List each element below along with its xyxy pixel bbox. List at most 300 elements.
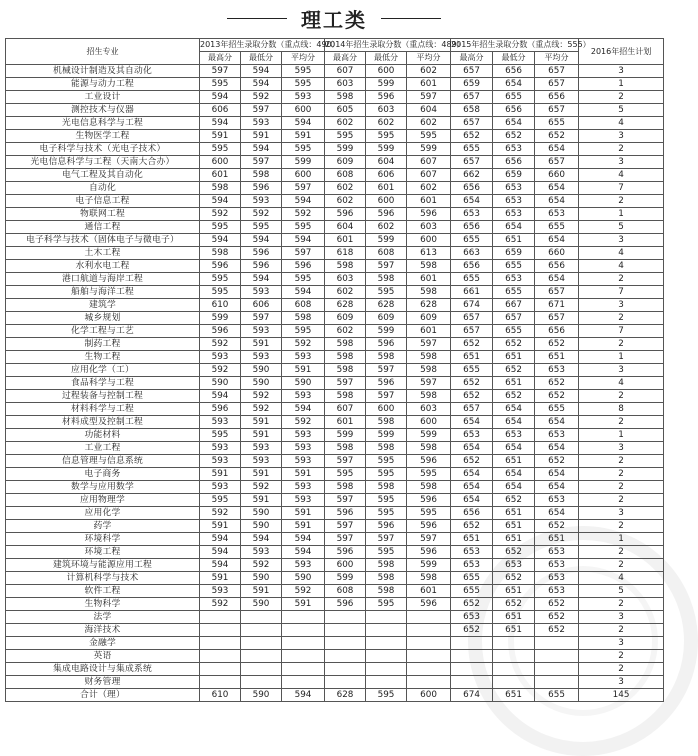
score-cell: 607	[407, 156, 451, 169]
score-cell: 653	[535, 585, 579, 598]
score-cell: 598	[407, 442, 451, 455]
plan-cell: 2	[579, 598, 664, 611]
score-cell: 597	[407, 377, 451, 390]
score-cell: 654	[451, 481, 493, 494]
major-name-cell: 电气工程及其自动化	[6, 169, 200, 182]
score-cell	[407, 624, 451, 637]
score-cell: 651	[493, 689, 535, 702]
score-cell: 663	[451, 247, 493, 260]
score-cell: 595	[282, 325, 325, 338]
score-cell: 597	[241, 156, 282, 169]
score-cell: 590	[241, 598, 282, 611]
score-cell: 597	[282, 247, 325, 260]
score-cell: 601	[407, 585, 451, 598]
table-row	[6, 533, 664, 546]
score-cell: 591	[241, 468, 282, 481]
score-cell: 597	[325, 520, 366, 533]
score-cell: 595	[366, 468, 407, 481]
score-cell: 653	[451, 208, 493, 221]
score-cell	[493, 637, 535, 650]
score-cell: 597	[241, 104, 282, 117]
major-name-cell: 电子商务	[6, 468, 200, 481]
score-cell: 657	[451, 403, 493, 416]
score-cell: 596	[407, 208, 451, 221]
score-cell: 653	[493, 559, 535, 572]
score-cell	[366, 637, 407, 650]
score-cell: 656	[451, 507, 493, 520]
score-cell: 656	[535, 260, 579, 273]
major-name-cell: 材料科学与工程	[6, 403, 200, 416]
score-cell: 597	[200, 65, 241, 78]
major-name-cell: 生物医学工程	[6, 130, 200, 143]
score-cell: 598	[325, 390, 366, 403]
score-cell: 654	[535, 468, 579, 481]
score-cell: 591	[241, 130, 282, 143]
score-cell: 657	[535, 65, 579, 78]
score-cell: 596	[241, 260, 282, 273]
score-cell: 596	[407, 455, 451, 468]
score-cell: 654	[535, 234, 579, 247]
score-cell: 605	[325, 104, 366, 117]
score-cell: 592	[241, 559, 282, 572]
plan-cell: 1	[579, 533, 664, 546]
score-cell: 596	[407, 494, 451, 507]
score-cell: 595	[366, 455, 407, 468]
major-name-cell: 英语	[6, 650, 200, 663]
plan-cell: 2	[579, 494, 664, 507]
table-row	[6, 364, 664, 377]
score-cell: 606	[241, 299, 282, 312]
score-cell	[325, 624, 366, 637]
score-cell: 595	[282, 65, 325, 78]
score-cell: 592	[241, 208, 282, 221]
score-cell: 651	[493, 611, 535, 624]
score-cell: 597	[407, 533, 451, 546]
plan-cell: 2	[579, 195, 664, 208]
table-row	[6, 182, 664, 195]
score-cell: 590	[241, 377, 282, 390]
score-cell: 651	[493, 507, 535, 520]
score-cell: 594	[200, 546, 241, 559]
score-cell: 593	[241, 325, 282, 338]
year-2014-header: 2014年招生录取分数（重点线：489）	[325, 39, 451, 52]
score-cell: 651	[451, 351, 493, 364]
score-cell: 651	[493, 624, 535, 637]
score-cell: 597	[241, 312, 282, 325]
score-cell: 604	[407, 104, 451, 117]
plan-cell: 2	[579, 416, 664, 429]
score-cell: 594	[282, 546, 325, 559]
score-cell	[451, 650, 493, 663]
score-cell: 594	[200, 533, 241, 546]
score-cell: 591	[282, 468, 325, 481]
score-cell: 654	[493, 442, 535, 455]
score-cell: 593	[282, 91, 325, 104]
score-cell	[535, 650, 579, 663]
score-cell: 591	[282, 130, 325, 143]
score-cell: 618	[325, 247, 366, 260]
score-cell: 652	[535, 338, 579, 351]
score-cell: 652	[493, 598, 535, 611]
score-cell: 594	[200, 117, 241, 130]
score-cell: 598	[407, 364, 451, 377]
score-cell: 657	[535, 78, 579, 91]
score-cell: 599	[407, 429, 451, 442]
score-cell: 598	[325, 442, 366, 455]
score-cell: 594	[282, 234, 325, 247]
score-cell: 655	[451, 143, 493, 156]
table-row	[6, 104, 664, 117]
table-row	[6, 546, 664, 559]
score-cell: 657	[535, 156, 579, 169]
score-cell: 652	[451, 338, 493, 351]
score-cell: 653	[451, 611, 493, 624]
score-cell: 654	[493, 468, 535, 481]
title-right-rule	[381, 18, 441, 19]
score-cell: 590	[282, 572, 325, 585]
score-cell: 591	[282, 598, 325, 611]
score-cell: 655	[535, 117, 579, 130]
plan-cell: 7	[579, 182, 664, 195]
table-row	[6, 494, 664, 507]
score-cell: 657	[535, 104, 579, 117]
score-cell: 600	[407, 234, 451, 247]
score-cell	[241, 650, 282, 663]
table-row	[6, 156, 664, 169]
score-cell: 608	[325, 585, 366, 598]
sub-header-min: 最低分	[366, 52, 407, 65]
major-name-cell: 功能材料	[6, 429, 200, 442]
score-cell: 591	[241, 338, 282, 351]
score-cell: 674	[451, 689, 493, 702]
plan-cell: 3	[579, 65, 664, 78]
major-name-cell: 软件工程	[6, 585, 200, 598]
score-cell: 601	[407, 325, 451, 338]
score-cell: 596	[325, 546, 366, 559]
table-row	[6, 390, 664, 403]
score-cell: 658	[451, 104, 493, 117]
score-cell: 655	[535, 403, 579, 416]
score-cell: 598	[241, 169, 282, 182]
score-cell: 601	[200, 169, 241, 182]
plan-cell: 3	[579, 364, 664, 377]
score-cell	[493, 676, 535, 689]
score-cell: 656	[451, 260, 493, 273]
score-cell: 599	[282, 156, 325, 169]
score-cell: 595	[325, 468, 366, 481]
score-cell: 653	[535, 208, 579, 221]
score-cell: 607	[407, 169, 451, 182]
score-cell: 598	[407, 572, 451, 585]
score-cell: 602	[366, 221, 407, 234]
score-cell: 652	[535, 520, 579, 533]
score-cell: 653	[535, 429, 579, 442]
score-cell	[282, 676, 325, 689]
score-cell: 595	[407, 130, 451, 143]
plan-cell: 2	[579, 312, 664, 325]
score-cell: 657	[451, 325, 493, 338]
table-row	[6, 598, 664, 611]
score-cell: 596	[200, 403, 241, 416]
score-cell: 600	[282, 104, 325, 117]
score-cell: 603	[407, 221, 451, 234]
score-cell: 655	[535, 221, 579, 234]
score-cell: 602	[325, 195, 366, 208]
score-cell: 594	[282, 403, 325, 416]
score-cell: 593	[241, 286, 282, 299]
score-cell: 598	[407, 481, 451, 494]
plan-cell: 3	[579, 676, 664, 689]
score-cell: 596	[366, 208, 407, 221]
score-cell: 597	[407, 338, 451, 351]
score-cell: 628	[325, 299, 366, 312]
table-row	[6, 351, 664, 364]
score-cell	[325, 663, 366, 676]
major-name-cell: 环境科学	[6, 533, 200, 546]
score-cell: 591	[200, 572, 241, 585]
score-cell: 593	[241, 546, 282, 559]
score-cell: 599	[407, 559, 451, 572]
score-cell: 596	[241, 182, 282, 195]
score-cell: 609	[366, 312, 407, 325]
score-cell: 654	[451, 494, 493, 507]
major-name-cell: 工业工程	[6, 442, 200, 455]
score-cell: 651	[493, 533, 535, 546]
plan-cell: 4	[579, 247, 664, 260]
score-cell: 597	[325, 533, 366, 546]
score-cell: 596	[407, 598, 451, 611]
score-cell: 655	[451, 273, 493, 286]
table-row	[6, 559, 664, 572]
sub-header-max: 最高分	[451, 52, 493, 65]
major-name-cell: 通信工程	[6, 221, 200, 234]
table-header	[6, 39, 664, 65]
score-cell: 628	[366, 299, 407, 312]
score-cell: 598	[407, 286, 451, 299]
plan-cell: 3	[579, 234, 664, 247]
score-cell: 599	[366, 78, 407, 91]
score-cell: 593	[241, 351, 282, 364]
score-cell: 591	[282, 520, 325, 533]
score-cell: 595	[325, 130, 366, 143]
score-cell	[407, 676, 451, 689]
score-cell: 595	[200, 286, 241, 299]
score-cell: 660	[535, 247, 579, 260]
score-cell: 651	[493, 234, 535, 247]
score-cell: 598	[282, 312, 325, 325]
score-cell: 651	[493, 585, 535, 598]
score-cell: 595	[366, 546, 407, 559]
table-row	[6, 403, 664, 416]
score-cell: 654	[451, 442, 493, 455]
score-cell: 603	[407, 403, 451, 416]
score-cell: 598	[407, 390, 451, 403]
score-cell: 590	[241, 364, 282, 377]
score-cell: 591	[241, 585, 282, 598]
score-cell: 652	[535, 624, 579, 637]
score-cell: 595	[366, 598, 407, 611]
score-cell: 653	[493, 429, 535, 442]
plan-cell: 1	[579, 78, 664, 91]
sub-header-avg: 平均分	[407, 52, 451, 65]
table-row	[6, 572, 664, 585]
year-2013-header: 2013年招生录取分数（重点线：490）	[200, 39, 325, 52]
score-cell: 596	[282, 260, 325, 273]
plan-cell: 2	[579, 481, 664, 494]
score-cell: 600	[200, 156, 241, 169]
score-cell: 652	[451, 624, 493, 637]
score-cell	[241, 637, 282, 650]
score-cell: 656	[493, 156, 535, 169]
score-cell: 591	[200, 520, 241, 533]
score-cell: 596	[366, 91, 407, 104]
plan-cell: 7	[579, 286, 664, 299]
score-cell: 652	[493, 390, 535, 403]
score-cell	[282, 624, 325, 637]
score-cell: 596	[325, 208, 366, 221]
score-cell: 654	[493, 78, 535, 91]
score-cell: 595	[366, 494, 407, 507]
major-name-cell: 财务管理	[6, 676, 200, 689]
plan-cell: 3	[579, 442, 664, 455]
score-cell	[535, 663, 579, 676]
major-name-cell: 集成电路设计与集成系统	[6, 663, 200, 676]
score-cell: 596	[325, 598, 366, 611]
table-row	[6, 520, 664, 533]
score-cell: 655	[451, 234, 493, 247]
plan-cell: 2	[579, 390, 664, 403]
plan-cell: 2	[579, 468, 664, 481]
score-cell: 656	[535, 325, 579, 338]
score-cell: 596	[325, 507, 366, 520]
score-cell	[282, 611, 325, 624]
score-cell: 654	[535, 416, 579, 429]
score-cell: 661	[451, 286, 493, 299]
score-cell: 654	[451, 195, 493, 208]
score-cell: 655	[451, 364, 493, 377]
table-row	[6, 637, 664, 650]
score-cell: 592	[200, 364, 241, 377]
score-cell: 657	[493, 312, 535, 325]
score-cell: 598	[366, 559, 407, 572]
score-cell: 593	[282, 559, 325, 572]
score-cell	[451, 663, 493, 676]
score-cell: 609	[407, 312, 451, 325]
score-cell: 593	[200, 585, 241, 598]
score-cell: 595	[366, 286, 407, 299]
plan-cell: 4	[579, 572, 664, 585]
score-cell: 601	[407, 273, 451, 286]
score-cell: 591	[241, 416, 282, 429]
score-cell: 652	[451, 455, 493, 468]
score-cell: 592	[200, 507, 241, 520]
table-row	[6, 195, 664, 208]
score-cell: 597	[282, 182, 325, 195]
score-cell: 657	[451, 65, 493, 78]
score-cell: 599	[325, 143, 366, 156]
major-name-cell: 金融学	[6, 637, 200, 650]
score-cell: 609	[325, 312, 366, 325]
score-cell: 655	[493, 286, 535, 299]
plan-cell: 2	[579, 663, 664, 676]
score-cell: 600	[366, 403, 407, 416]
score-cell: 594	[241, 234, 282, 247]
score-cell: 600	[366, 65, 407, 78]
score-cell: 651	[493, 377, 535, 390]
score-cell: 655	[451, 585, 493, 598]
major-name-cell: 港口航道与海岸工程	[6, 273, 200, 286]
score-cell: 595	[282, 273, 325, 286]
score-cell: 594	[241, 78, 282, 91]
score-cell: 652	[493, 546, 535, 559]
score-cell: 656	[493, 104, 535, 117]
table-row	[6, 507, 664, 520]
plan-cell: 2	[579, 273, 664, 286]
score-cell: 600	[407, 416, 451, 429]
major-name-cell: 电子信息工程	[6, 195, 200, 208]
table-row	[6, 65, 664, 78]
score-cell	[282, 637, 325, 650]
score-cell: 594	[241, 65, 282, 78]
score-cell: 657	[535, 312, 579, 325]
score-cell: 608	[325, 169, 366, 182]
plan-cell: 5	[579, 585, 664, 598]
table-row	[6, 325, 664, 338]
score-cell: 594	[200, 559, 241, 572]
score-cell: 596	[407, 520, 451, 533]
score-cell: 652	[493, 572, 535, 585]
score-cell: 653	[535, 494, 579, 507]
major-name-cell: 数学与应用数学	[6, 481, 200, 494]
score-cell: 653	[535, 559, 579, 572]
major-name-cell: 法学	[6, 611, 200, 624]
score-cell: 602	[407, 65, 451, 78]
score-cell: 594	[282, 533, 325, 546]
score-cell: 654	[493, 117, 535, 130]
major-name-cell: 应用物理学	[6, 494, 200, 507]
score-cell: 591	[241, 494, 282, 507]
score-cell: 593	[282, 442, 325, 455]
plan-cell: 4	[579, 260, 664, 273]
score-cell: 603	[325, 78, 366, 91]
score-cell	[493, 650, 535, 663]
plan-cell: 2	[579, 338, 664, 351]
score-cell: 594	[282, 117, 325, 130]
score-cell: 653	[493, 143, 535, 156]
sub-header-max: 最高分	[200, 52, 241, 65]
score-cell: 593	[200, 351, 241, 364]
score-cell: 598	[407, 351, 451, 364]
score-cell: 592	[241, 390, 282, 403]
score-cell: 603	[366, 104, 407, 117]
score-cell: 597	[366, 390, 407, 403]
plan-cell: 5	[579, 221, 664, 234]
plan-cell: 7	[579, 325, 664, 338]
major-name-cell: 土木工程	[6, 247, 200, 260]
score-cell: 598	[325, 338, 366, 351]
table-row	[6, 91, 664, 104]
score-cell: 654	[535, 273, 579, 286]
score-cell: 591	[282, 507, 325, 520]
score-cell: 654	[535, 507, 579, 520]
score-cell: 654	[451, 416, 493, 429]
page-title-text: 理工类	[301, 7, 367, 32]
score-cell: 598	[366, 585, 407, 598]
score-cell: 655	[493, 325, 535, 338]
score-cell: 654	[535, 481, 579, 494]
score-cell: 597	[325, 494, 366, 507]
score-cell	[535, 637, 579, 650]
